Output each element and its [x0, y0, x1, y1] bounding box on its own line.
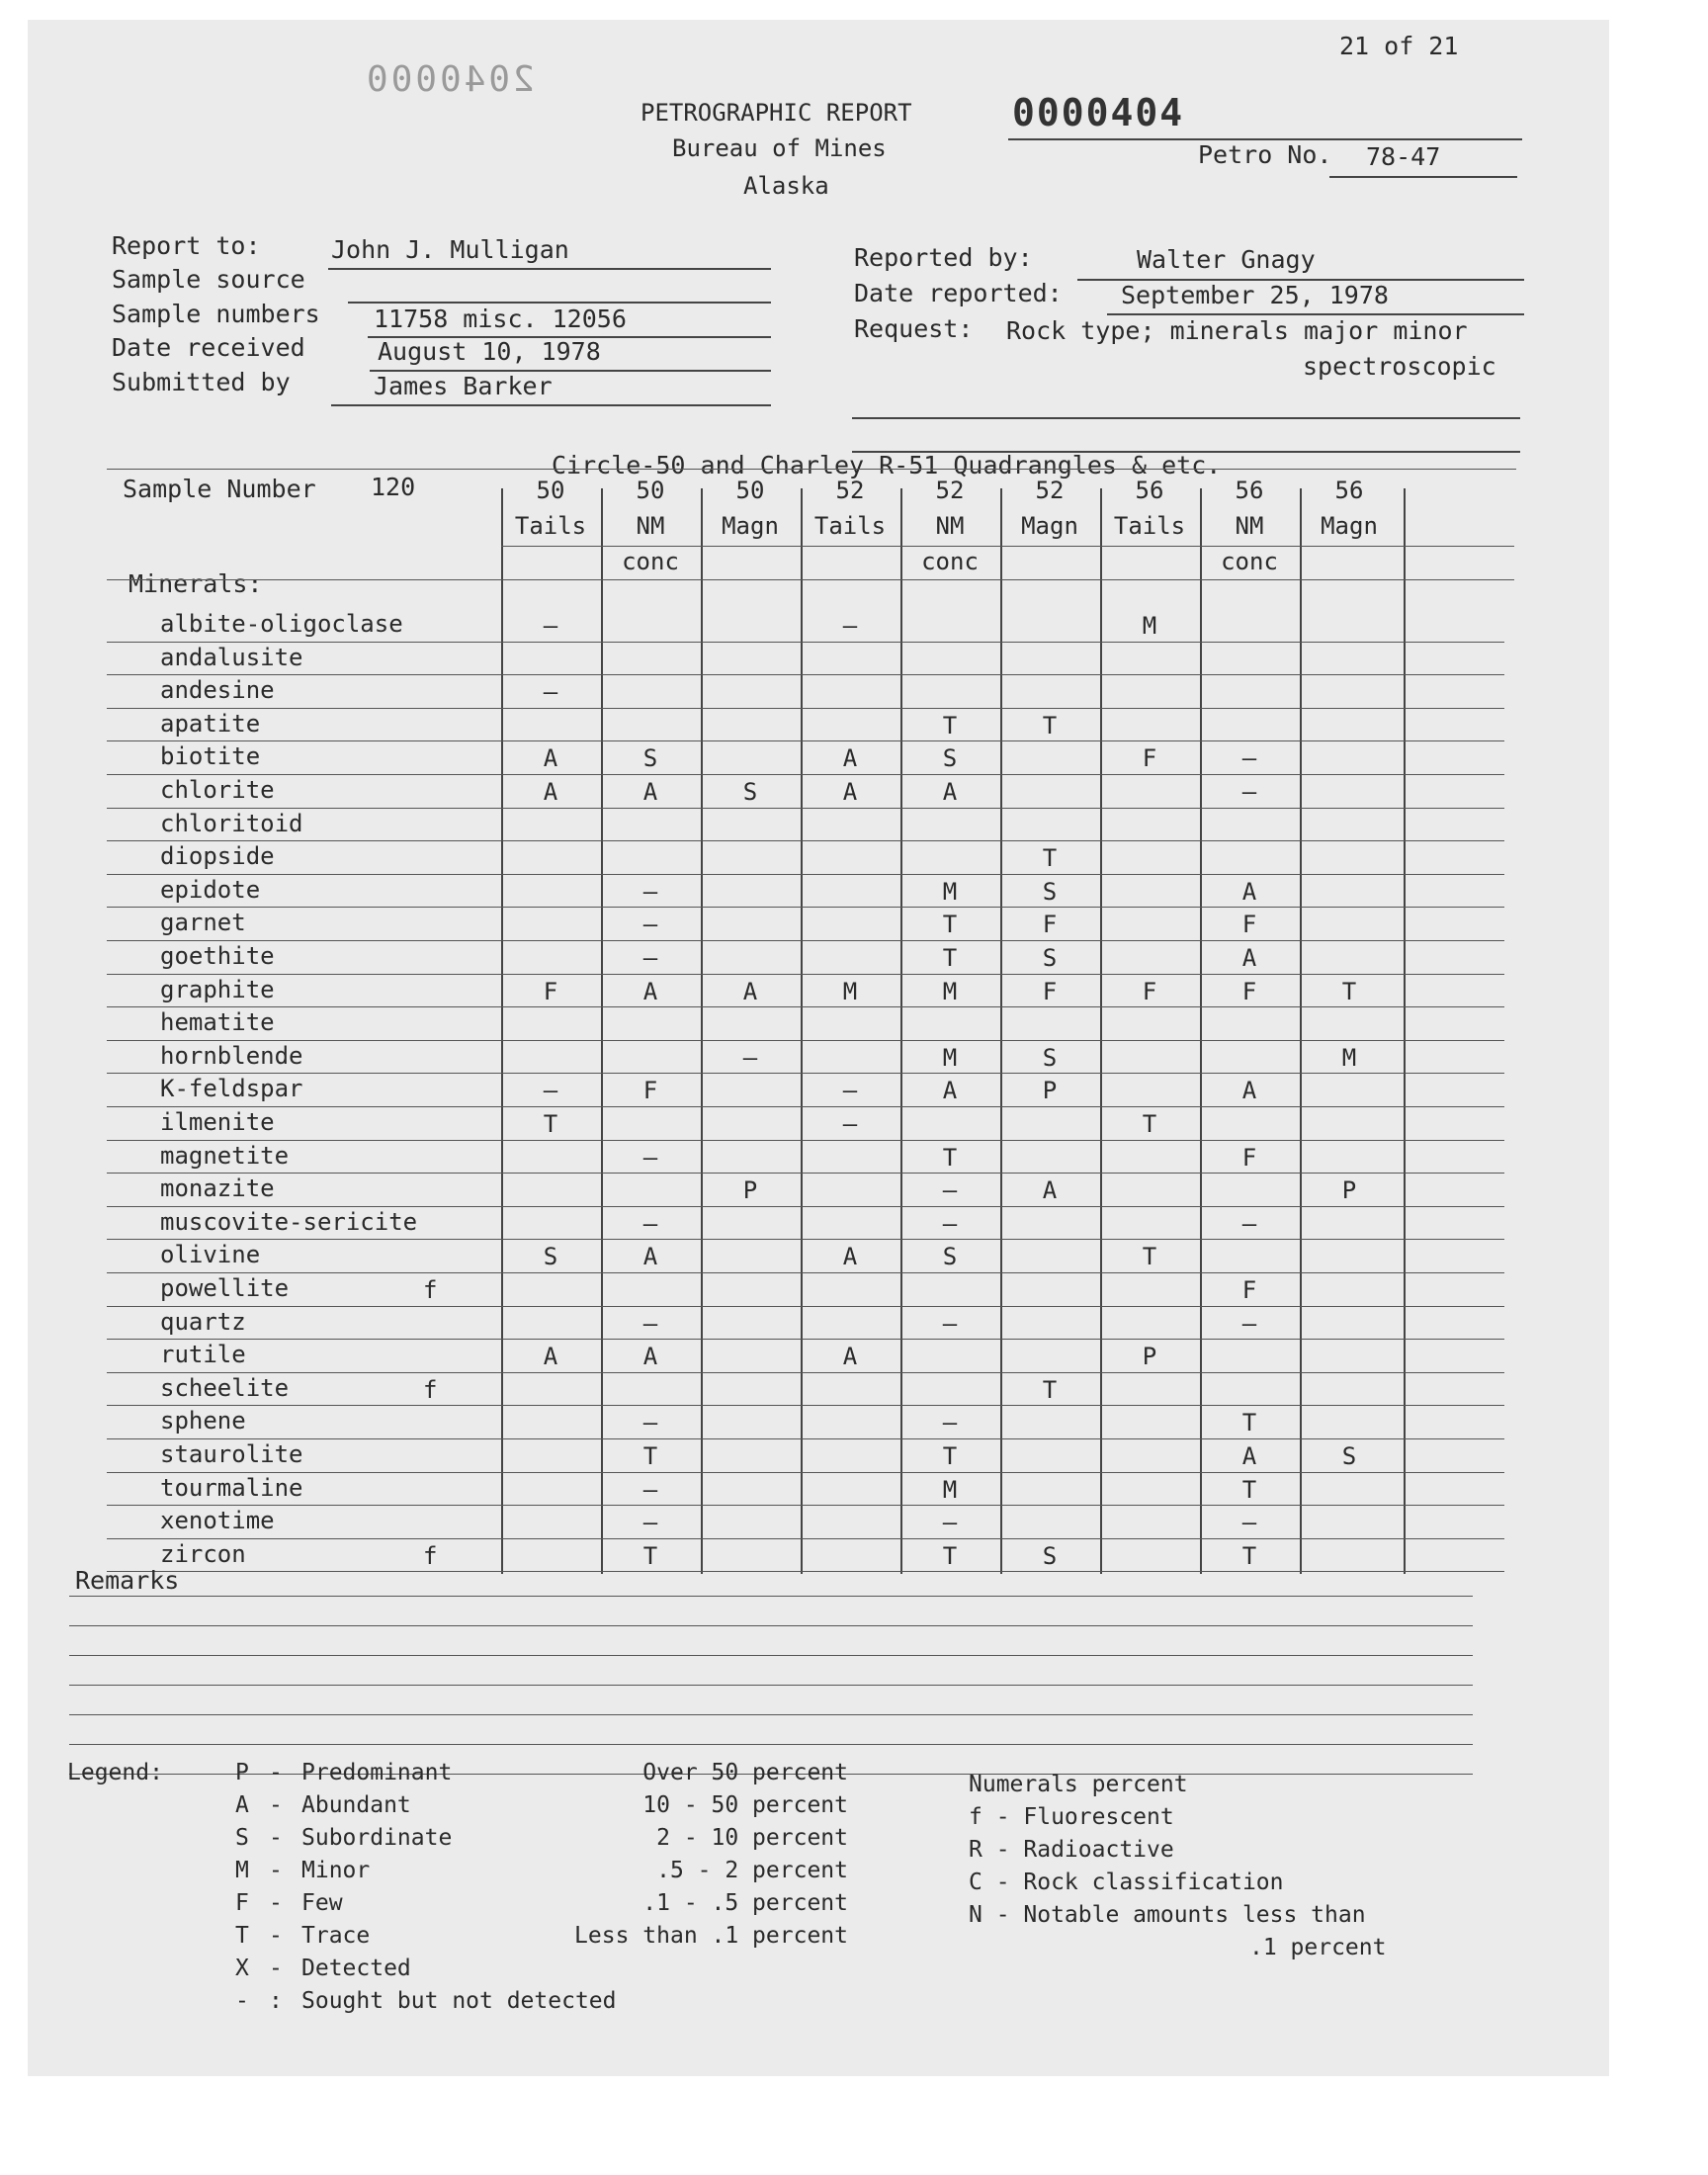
table-cell: A — [942, 1077, 958, 1105]
table-cell: M — [942, 1475, 958, 1504]
table-cell: – — [642, 1143, 658, 1172]
table-cell: – — [942, 1509, 958, 1537]
table-cell: – — [942, 1209, 958, 1238]
table-cell: A — [842, 744, 858, 773]
table-row-line — [107, 1505, 1504, 1506]
table-cell: A — [1042, 1176, 1058, 1205]
legend-note: .1 percent — [1249, 1935, 1387, 1960]
table-row-line — [107, 1538, 1504, 1539]
table-row-line — [107, 708, 1504, 709]
legend-dash: - — [269, 1890, 283, 1916]
table-row-line — [107, 1571, 1504, 1572]
date-reported-label: Date reported: — [854, 279, 1063, 307]
table-cell: – — [842, 612, 858, 640]
legend-dash: : — [269, 1988, 283, 2014]
mineral-name: sphene — [160, 1407, 246, 1436]
column-header-number: 52 — [835, 477, 865, 504]
table-column-divider — [1300, 488, 1302, 1574]
table-row-line — [107, 1438, 1504, 1439]
report-title: PETROGRAPHIC REPORT — [640, 99, 912, 127]
legend-label: Legend: — [67, 1760, 163, 1785]
table-cell: – — [642, 1209, 658, 1238]
column-header-number: 56 — [1334, 477, 1364, 504]
table-row-line — [107, 1140, 1504, 1141]
mineral-name: olivine — [160, 1241, 261, 1269]
remarks-line — [69, 1744, 1473, 1745]
table-cell: T — [642, 1442, 658, 1470]
table-cell: A — [543, 778, 558, 806]
mineral-name: rutile — [160, 1341, 246, 1369]
legend-dash: - — [269, 1858, 283, 1883]
mineral-name: quartz — [160, 1307, 246, 1336]
submitted-by-value: James Barker — [374, 372, 553, 400]
table-cell: A — [642, 977, 658, 1005]
legend-note: N - Notable amounts less than — [969, 1902, 1366, 1928]
mineral-fluorescent-flag: f — [423, 1375, 438, 1404]
legend-code: X — [235, 1956, 249, 1981]
sample-number-prefix: 120 — [371, 473, 416, 501]
sample-numbers-value: 11758 misc. 12056 — [374, 304, 627, 333]
table-cell: F — [1042, 911, 1058, 939]
table-row-line — [107, 1073, 1504, 1074]
table-cell: S — [742, 778, 758, 806]
mineral-name: chloritoid — [160, 809, 303, 837]
table-cell: – — [842, 1077, 858, 1105]
column-header-number: 50 — [636, 477, 665, 504]
table-cell: – — [642, 1309, 658, 1338]
table-cell: T — [942, 1541, 958, 1570]
legend-note: Numerals percent — [969, 1772, 1188, 1797]
column-header-sub: conc — [622, 548, 679, 575]
column-header-sub: conc — [921, 548, 979, 575]
reported-by-label: Reported by: — [854, 243, 1033, 272]
mineral-name: tourmaline — [160, 1473, 303, 1502]
sample-numbers-label: Sample numbers — [112, 300, 320, 328]
remarks-line — [69, 1714, 1473, 1715]
mineral-name: epidote — [160, 875, 261, 904]
table-cell: P — [742, 1176, 758, 1205]
table-row-line — [107, 1173, 1504, 1174]
legend-code: T — [235, 1923, 249, 1949]
mineral-name: powellite — [160, 1274, 290, 1302]
table-cell: M — [842, 977, 858, 1005]
table-row-line — [107, 1206, 1504, 1207]
mineral-name: biotite — [160, 742, 261, 771]
legend-dash: - — [269, 1825, 283, 1851]
mineral-name: andalusite — [160, 643, 303, 671]
column-header-type: NM — [1235, 512, 1264, 540]
legend-dash: - — [269, 1923, 283, 1949]
table-column-divider — [1000, 488, 1002, 1574]
column-header-type: NM — [636, 512, 665, 540]
table-cell: T — [1042, 844, 1058, 873]
table-row-line — [107, 1372, 1504, 1373]
legend-range: .1 - .5 percent — [642, 1890, 848, 1916]
report-to-line — [328, 268, 771, 270]
column-header-number: 56 — [1135, 477, 1164, 504]
table-row-line — [107, 808, 1504, 809]
mineral-name: staurolite — [160, 1440, 303, 1468]
table-cell: – — [1241, 1309, 1257, 1338]
mineral-name: magnetite — [160, 1141, 290, 1170]
table-cell: A — [543, 744, 558, 773]
column-header-sub: conc — [1221, 548, 1278, 575]
table-cell: M — [942, 977, 958, 1005]
mineral-name: hematite — [160, 1008, 275, 1037]
column-header-number: 52 — [1035, 477, 1065, 504]
legend-range: 10 - 50 percent — [642, 1792, 848, 1818]
column-header-type: Tails — [813, 512, 887, 540]
table-cell: T — [543, 1110, 558, 1138]
column-header-type: Tails — [1113, 512, 1186, 540]
column-header-type: Magn — [1021, 512, 1078, 540]
table-header-line — [107, 579, 1514, 580]
mineral-name: scheelite — [160, 1373, 290, 1402]
date-received-label: Date received — [112, 333, 305, 362]
legend-range: Over 50 percent — [642, 1760, 848, 1785]
petro-label: Petro No. — [1198, 140, 1332, 169]
table-cell: S — [1042, 1043, 1058, 1072]
table-cell: T — [642, 1541, 658, 1570]
mineral-name: albite-oligoclase — [160, 610, 403, 638]
state-name: Alaska — [743, 172, 829, 200]
column-header-number: 56 — [1235, 477, 1264, 504]
petro-underline — [1329, 176, 1517, 178]
table-cell: T — [942, 711, 958, 740]
table-cell: P — [1341, 1176, 1357, 1205]
table-cell: T — [1142, 1243, 1157, 1271]
column-header-type: NM — [935, 512, 965, 540]
table-cell: M — [942, 1043, 958, 1072]
table-row-line — [107, 1339, 1504, 1340]
table-cell: T — [1142, 1110, 1157, 1138]
table-row-line — [107, 674, 1504, 675]
table-row-line — [107, 874, 1504, 875]
table-cell: A — [1241, 1077, 1257, 1105]
table-column-divider — [701, 488, 703, 1574]
table-cell: S — [942, 744, 958, 773]
page-marker: 21 of 21 — [1339, 32, 1459, 60]
table-column-divider — [1404, 488, 1406, 1574]
table-cell: A — [642, 778, 658, 806]
column-header-type: Magn — [722, 512, 779, 540]
table-cell: A — [842, 1243, 858, 1271]
table-cell: – — [543, 678, 558, 707]
table-cell: – — [1241, 744, 1257, 773]
mineral-name: garnet — [160, 909, 246, 937]
table-cell: – — [543, 612, 558, 640]
sample-source-line — [348, 302, 771, 304]
legend-name: Abundant — [301, 1792, 411, 1818]
bureau-name: Bureau of Mines — [672, 134, 887, 162]
legend-name: Subordinate — [301, 1825, 453, 1851]
remarks-line — [69, 1625, 1473, 1626]
mineral-name: chlorite — [160, 776, 275, 804]
table-row-line — [107, 1405, 1504, 1406]
column-header-number: 52 — [935, 477, 965, 504]
table-row-line — [107, 840, 1504, 841]
table-cell: – — [642, 1409, 658, 1437]
table-cell: S — [543, 1243, 558, 1271]
table-cell: S — [1341, 1442, 1357, 1470]
legend-name: Minor — [301, 1858, 371, 1883]
mineral-fluorescent-flag: f — [423, 1541, 438, 1570]
table-cell: T — [1241, 1475, 1257, 1504]
legend-dash: - — [269, 1792, 283, 1818]
legend-name: Trace — [301, 1923, 371, 1949]
table-row-line — [107, 1239, 1504, 1240]
table-row-line — [107, 642, 1504, 643]
table-cell: M — [1142, 612, 1157, 640]
legend-dash: - — [269, 1956, 283, 1981]
table-row-line — [107, 1006, 1504, 1007]
report-to-value: John J. Mulligan — [331, 235, 569, 264]
table-row-line — [107, 1472, 1504, 1473]
table-cell: A — [642, 1243, 658, 1271]
legend-range: 2 - 10 percent — [656, 1825, 848, 1851]
table-caption: Circle-50 and Charley R-51 Quadrangles & etc. — [552, 451, 1222, 479]
mineral-name: xenotime — [160, 1507, 275, 1535]
table-cell: T — [942, 1442, 958, 1470]
table-cell: M — [942, 877, 958, 906]
table-cell: S — [942, 1243, 958, 1271]
legend-code: - — [235, 1988, 249, 2014]
table-cell: F — [1241, 977, 1257, 1005]
table-cell: A — [942, 778, 958, 806]
column-header-number: 50 — [536, 477, 565, 504]
table-cell: S — [1042, 1541, 1058, 1570]
table-cell: – — [1241, 1509, 1257, 1537]
table-cell: T — [942, 911, 958, 939]
request-line2: spectroscopic — [1303, 352, 1496, 381]
table-top-line — [107, 469, 1516, 470]
mineral-name: andesine — [160, 676, 275, 705]
ghost-bleed-number: 2040000 — [364, 59, 535, 100]
table-cell: T — [1241, 1541, 1257, 1570]
table-cell: A — [543, 1343, 558, 1371]
table-cell: – — [742, 1043, 758, 1072]
table-cell: – — [642, 1509, 658, 1537]
legend-note: C - Rock classification — [969, 1870, 1284, 1895]
mineral-name: hornblende — [160, 1041, 303, 1070]
table-cell: P — [1142, 1343, 1157, 1371]
table-column-divider — [801, 488, 803, 1574]
legend-dash: - — [269, 1760, 283, 1785]
column-header-number: 50 — [735, 477, 765, 504]
table-row-line — [107, 774, 1504, 775]
legend-note: f - Fluorescent — [969, 1804, 1174, 1830]
table-row-line — [107, 1040, 1504, 1041]
table-cell: A — [1241, 877, 1257, 906]
table-cell: A — [1241, 1442, 1257, 1470]
request-line-a — [852, 417, 1520, 419]
remarks-line — [69, 1596, 1473, 1597]
table-column-divider — [1100, 488, 1102, 1574]
sample-number-label: Sample Number — [123, 475, 316, 503]
table-cell: F — [642, 1077, 658, 1105]
mineral-name: apatite — [160, 709, 261, 738]
table-cell: – — [642, 911, 658, 939]
table-cell: A — [742, 977, 758, 1005]
sample-source-label: Sample source — [112, 265, 305, 294]
legend-note: R - Radioactive — [969, 1837, 1174, 1863]
mineral-name: zircon — [160, 1539, 246, 1568]
table-cell: F — [1142, 744, 1157, 773]
remarks-line — [69, 1655, 1473, 1656]
table-row-line — [107, 1106, 1504, 1107]
column-header-type: Magn — [1321, 512, 1378, 540]
table-cell: – — [1241, 1209, 1257, 1238]
request-line1: Rock type; minerals major minor — [1006, 316, 1468, 345]
column-header-type: Tails — [514, 512, 587, 540]
table-cell: T — [1042, 1375, 1058, 1404]
legend-code: S — [235, 1825, 249, 1851]
legend-name: Predominant — [301, 1760, 453, 1785]
submitted-by-label: Submitted by — [112, 368, 291, 396]
legend-code: P — [235, 1760, 249, 1785]
legend-name: Few — [301, 1890, 343, 1916]
legend-range: Less than .1 percent — [574, 1923, 848, 1949]
table-cell: T — [1042, 711, 1058, 740]
table-cell: S — [1042, 877, 1058, 906]
table-cell: T — [1341, 977, 1357, 1005]
table-cell: T — [942, 1143, 958, 1172]
mineral-name: monazite — [160, 1174, 275, 1203]
table-cell: F — [1241, 1276, 1257, 1304]
table-cell: – — [942, 1176, 958, 1205]
table-cell: – — [1241, 778, 1257, 806]
table-cell: F — [1241, 911, 1257, 939]
table-cell: – — [642, 877, 658, 906]
mineral-fluorescent-flag: f — [423, 1276, 438, 1304]
table-cell: – — [942, 1309, 958, 1338]
legend-range: .5 - 2 percent — [656, 1858, 848, 1883]
table-cell: – — [543, 1077, 558, 1105]
mineral-name: diopside — [160, 842, 275, 871]
legend-code: F — [235, 1890, 249, 1916]
table-row-line — [107, 1272, 1504, 1273]
date-received-value: August 10, 1978 — [378, 337, 601, 366]
table-cell: A — [1241, 944, 1257, 972]
table-cell: F — [1241, 1143, 1257, 1172]
table-header-line — [501, 546, 1514, 547]
mineral-name: goethite — [160, 942, 275, 970]
petro-value: 78-47 — [1366, 142, 1441, 171]
table-cell: – — [642, 944, 658, 972]
table-cell: T — [1241, 1409, 1257, 1437]
table-row-line — [107, 740, 1504, 741]
table-row-line — [107, 940, 1504, 941]
table-cell: M — [1341, 1043, 1357, 1072]
table-row-line — [107, 907, 1504, 908]
date-reported-line — [1107, 313, 1524, 315]
table-cell: T — [942, 944, 958, 972]
table-cell: P — [1042, 1077, 1058, 1105]
date-reported-value: September 25, 1978 — [1121, 281, 1389, 309]
mineral-name: muscovite-sericite — [160, 1207, 418, 1236]
legend-code: M — [235, 1858, 249, 1883]
mineral-name: K-feldspar — [160, 1075, 303, 1103]
table-cell: S — [1042, 944, 1058, 972]
stamp-number: 0000404 — [1012, 91, 1185, 134]
submitted-by-line — [331, 404, 771, 406]
table-cell: – — [942, 1409, 958, 1437]
mineral-name: graphite — [160, 975, 275, 1003]
table-cell: A — [842, 778, 858, 806]
mineral-name: ilmenite — [160, 1108, 275, 1136]
table-row-line — [107, 1306, 1504, 1307]
table-cell: A — [642, 1343, 658, 1371]
table-cell: – — [642, 1475, 658, 1504]
table-cell: F — [1142, 977, 1157, 1005]
minerals-label: Minerals: — [128, 569, 263, 598]
table-cell: A — [842, 1343, 858, 1371]
report-to-label: Report to: — [112, 231, 261, 260]
remarks-label: Remarks — [75, 1566, 180, 1595]
table-column-divider — [501, 488, 503, 1574]
table-row-line — [107, 974, 1504, 975]
legend-name: Sought but not detected — [301, 1988, 617, 2014]
request-label: Request: — [854, 314, 974, 343]
table-cell: – — [842, 1110, 858, 1138]
legend-code: A — [235, 1792, 249, 1818]
table-cell: F — [1042, 977, 1058, 1005]
remarks-line — [69, 1685, 1473, 1686]
reported-by-value: Walter Gnagy — [1137, 245, 1316, 274]
table-cell: F — [543, 977, 558, 1005]
legend-name: Detected — [301, 1956, 411, 1981]
table-cell: S — [642, 744, 658, 773]
